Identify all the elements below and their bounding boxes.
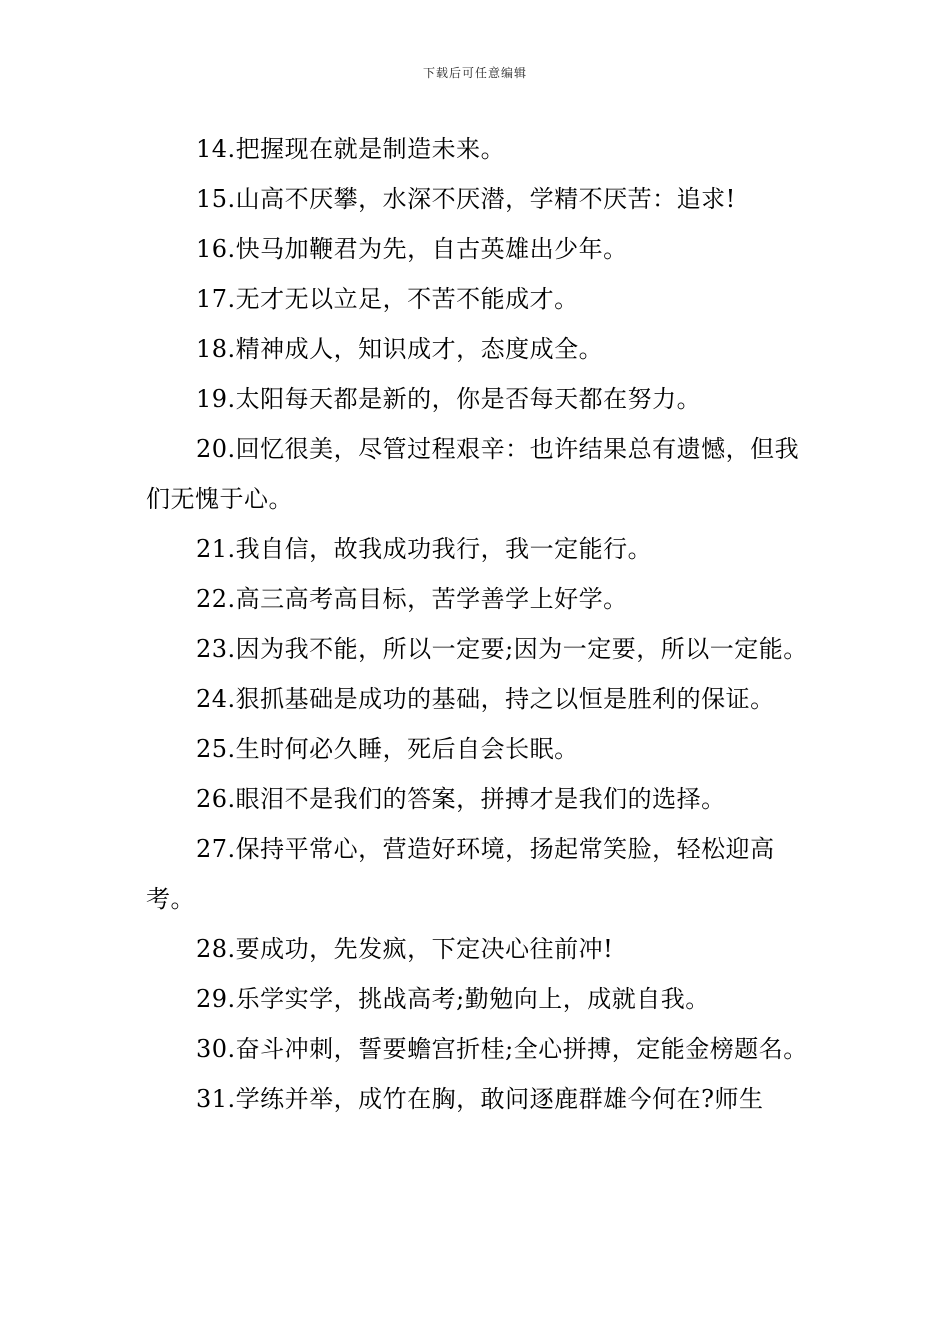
list-item: 14.把握现在就是制造未来。 xyxy=(196,135,506,163)
list-item: 21.我自信，故我成功我行，我一定能行。 xyxy=(196,535,653,563)
list-item: 28.要成功，先发疯，下定决心往前冲! xyxy=(196,935,614,963)
list-item: 27.保持平常心，营造好环境，扬起常笑脸，轻松迎高考。 xyxy=(146,835,775,913)
document-body xyxy=(146,124,810,1124)
list-item: 20.回忆很美，尽管过程艰辛：也许结果总有遗憾，但我们无愧于心。 xyxy=(146,435,800,513)
list-item: 31.学练并举，成竹在胸，敢问逐鹿群雄今何在?师生 xyxy=(196,1085,764,1113)
list-item: 26.眼泪不是我们的答案，拼搏才是我们的选择。 xyxy=(196,785,726,813)
list-item: 19.太阳每天都是新的，你是否每天都在努力。 xyxy=(196,385,702,413)
list-item: 15.山高不厌攀，水深不厌潜，学精不厌苦：追求! xyxy=(196,185,736,213)
list-item: 30.奋斗冲刺，誓要蟾宫折桂;全心拼搏，定能金榜题名。 xyxy=(196,1035,808,1063)
list-item: 29.乐学实学，挑战高考;勤勉向上，成就自我。 xyxy=(196,985,710,1013)
page-header: 下载后可任意编辑 xyxy=(422,66,527,80)
list-item: 18.精神成人，知识成才，态度成全。 xyxy=(196,335,604,363)
list-item: 17.无才无以立足，不苦不能成才。 xyxy=(196,285,579,313)
list-item: 23.因为我不能，所以一定要;因为一定要，所以一定能。 xyxy=(196,635,808,663)
list-item: 25.生时何必久睡，死后自会长眠。 xyxy=(196,735,579,763)
list-item: 16.快马加鞭君为先，自古英雄出少年。 xyxy=(196,235,628,263)
list-item: 24.狠抓基础是成功的基础，持之以恒是胜利的保证。 xyxy=(196,685,775,713)
list-item: 22.高三高考高目标，苦学善学上好学。 xyxy=(196,585,628,613)
